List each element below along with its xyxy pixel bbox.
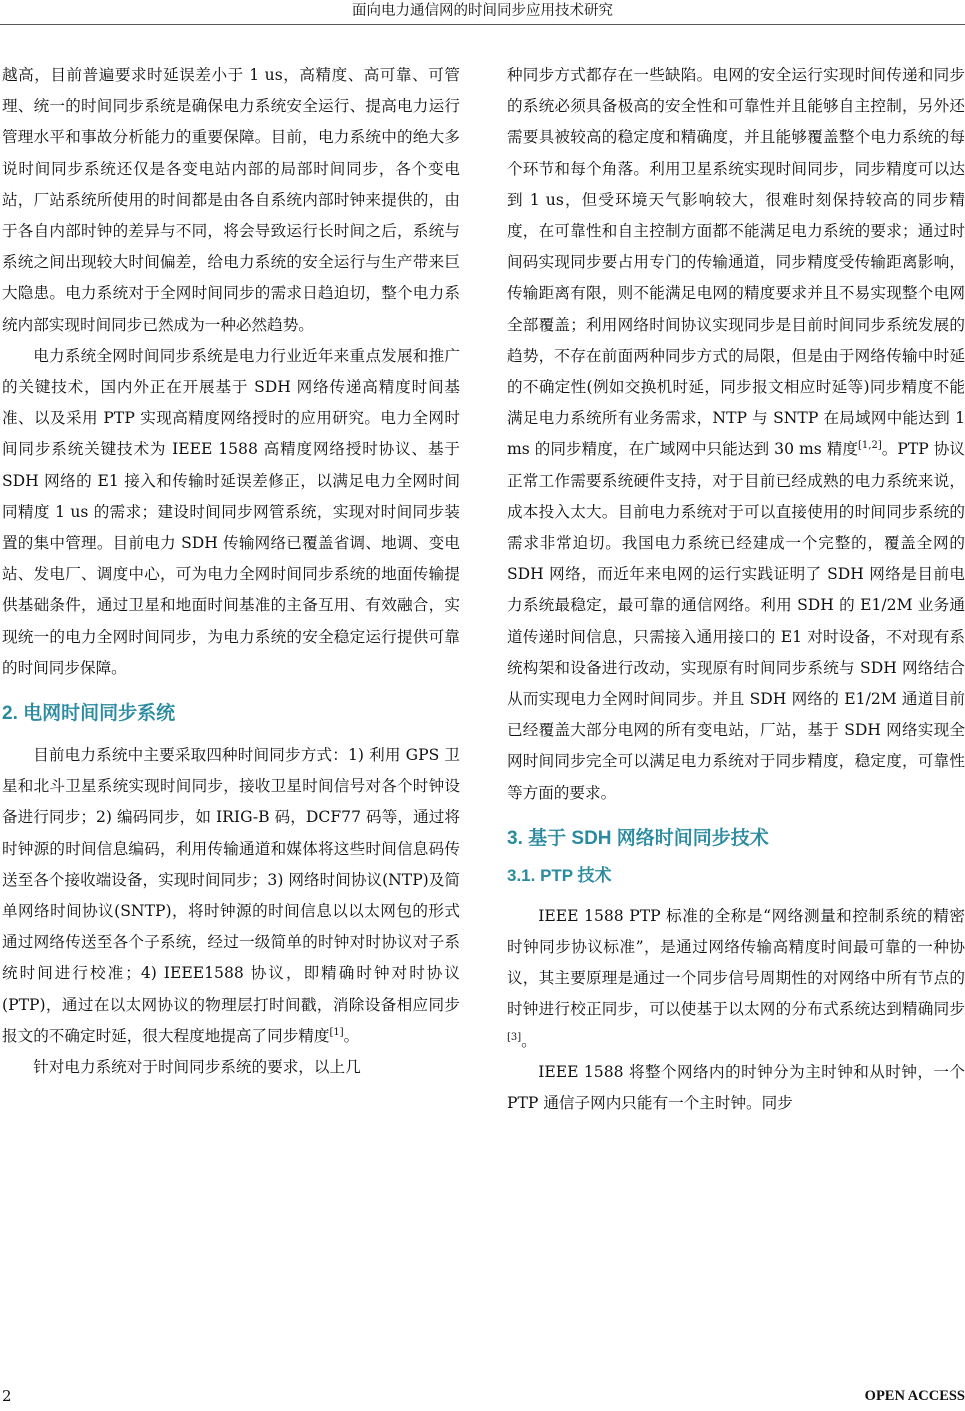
running-title: 面向电力通信网的时间同步应用技术研究	[0, 0, 965, 25]
paragraph: 电力系统全网时间同步系统是电力行业近年来重点发展和推广的关键技术，国内外正在开展基于 SDH 网络传递高精度时间基准、以及采用 PTP 实现高精度网络授时的应用研究。电力全网时间同步系统关键技术为 IEEE 1588 高精度网络授时协议、基于 SDH 网络的 E1 接入和传输时延误差修正，以满足电力全网时间同精度 1 us 的需求；建设时间同步网管系统，实现对时间同步装置的集中管理。目前电力 SDH 传输网络已覆盖省调、地调、变电站、发电厂、调度中心，可为电力全网时间同步系统的地面传输提供基础条件，通过卫星和地面时间基准的主备互用、有效融合，实现统一的电力全网时间同步，为电力系统的安全稳定运行提供可靠的时间同步保障。	[2, 346, 460, 677]
paragraph-text: 。PTP 协议正常工作需要系统硬件支持，对于目前已经成熟的电力系统来说，成本投入太大。目前电力系统对于可以直接使用的时间同步系统的需求非常迫切。我国电力系统已经建成一个完整的，覆盖全网的 SDH 网络，而近年来电网的运行实践证明了 SDH 网络是目前电力系统最稳定，最可靠的通信网络。利用 SDH 的 E1/2M 业务通道传递时间信息，只需接入通用接口的 E1 对时设备，不对现有系统构架和设备进行改动，实现原有时间同步系统与 SDH 网络结合从而实现电力全网时间同步。并且 SDH 网络的 E1/2M 通道目前已经覆盖大部分电网的所有变电站，厂站，基于 SDH 网络实现全网时间同步完全可以满足电力系统对于同步精度，稳定度，可靠性等方面的要求。	[507, 440, 965, 802]
paragraph-text: 目前电力系统中主要采取四种时间同步方式：1) 利用 GPS 卫星和北斗卫星系统实现时间同步，接收卫星时间信号对各个时钟设备进行同步；2) 编码同步，如 IRIG-B 码，DCF77 码等，通过将时钟源的时间信息编码，利用传输通道和媒体将这些时间信息码传送至各个接收端设备，实现时间同步；3) 网络时间协议(NTP)及简单网络时间协议(SNTP)，将时钟源的时间信息以以太网包的形式通过网络传送至各个子系统，经过一级简单的时钟对时协议对子系统时间进行校准；4) IEEE1588 协议，即精确时钟对时协议(PTP)，通过在以太网协议的物理层打时间戳，消除设备相应同步报文的不确定时延，很大程度地提高了同步精度	[2, 746, 460, 1045]
paragraph-text: 种同步方式都存在一些缺陷。电网的安全运行实现时间传递和同步的系统必须具备极高的安全性和可靠性并且能够自主控制，另外还需要具被较高的稳定度和精确度，并且能够覆盖整个电力系统的每个环节和每个角落。利用卫星系统实现时间同步，同步精度可以达到 1 us，但受环境天气影响较大，很难时刻保持较高的同步精度，在可靠性和自主控制方面都不能满足电力系统的要求；通过时间码实现同步要占用专门的传输通道，同步精度受传输距离影响，传输距离有限，则不能满足电网的精度要求并且不易实现整个电网全部覆盖；利用网络时间协议实现同步是目前时间同步系统发展的趋势，不存在前面两种同步方式的局限，但是由于网络传输中时延的不确定性(例如交换机时延，同步报文相应时延等)同步精度不能满足电力系统所有业务需求，NTP 与 SNTP 在局域网中能达到 1 ms 的同步精度，在广域网中只能达到 30 ms 精度	[507, 66, 965, 459]
paragraph-end: 。	[343, 1026, 360, 1045]
paragraph-end: 。	[521, 1031, 537, 1050]
subsection-heading: 3.1. PTP 技术	[507, 865, 612, 885]
section-heading: 3. 基于 SDH 网络时间同步技术	[507, 827, 769, 849]
paragraph	[507, 60, 965, 809]
paragraph	[507, 901, 965, 1057]
right-column	[507, 60, 965, 1119]
left-column	[2, 60, 460, 1083]
paragraph-text: IEEE 1588 PTP 标准的全称是“网络测量和控制系统的精密时钟同步协议标准”，是通过网络传输高精度时间最可靠的一种协议，其主要原理是通过一个同步信号周期性的对网络中所有节点的时钟进行校正同步，可以使基于以太网的分布式系统达到精确同步	[507, 906, 965, 1019]
citation[interactable]: [1]	[329, 1026, 344, 1038]
paragraph	[2, 740, 460, 1052]
paragraph: 针对电力系统对于时间同步系统的要求，以上几	[33, 1058, 361, 1077]
open-access-label: OPEN ACCESS	[864, 1388, 965, 1404]
paragraph: IEEE 1588 将整个网络内的时钟分为主时钟和从时钟，一个 PTP 通信子网内只能有一个主时钟。同步	[507, 1062, 965, 1113]
paragraph: 越高，目前普遍要求时延误差小于 1 us，高精度、高可靠、可管理、统一的时间同步系统是确保电力系统安全运行、提高电力运行管理水平和事故分析能力的重要保障。目前，电力系统中的绝大多说时间同步系统还仅是各变电站内部的局部时间同步，各个变电站，厂站系统所使用的时间都是由各自系统内部时钟来提供的，由于各自内部时钟的差异与不同，将会导致运行长时间之后，系统与系统之间出现较大时间偏差，给电力系统的安全运行与生产带来巨大隐患。电力系统对于全网时间同步的需求日趋迫切，整个电力系统内部实现时间同步已然成为一种必然趋势。	[2, 66, 460, 334]
section-heading: 2. 电网时间同步系统	[2, 703, 176, 725]
page-number: 2	[2, 1387, 12, 1405]
citation[interactable]: [3]	[507, 1031, 522, 1043]
citation[interactable]: [1,2]	[858, 440, 882, 452]
